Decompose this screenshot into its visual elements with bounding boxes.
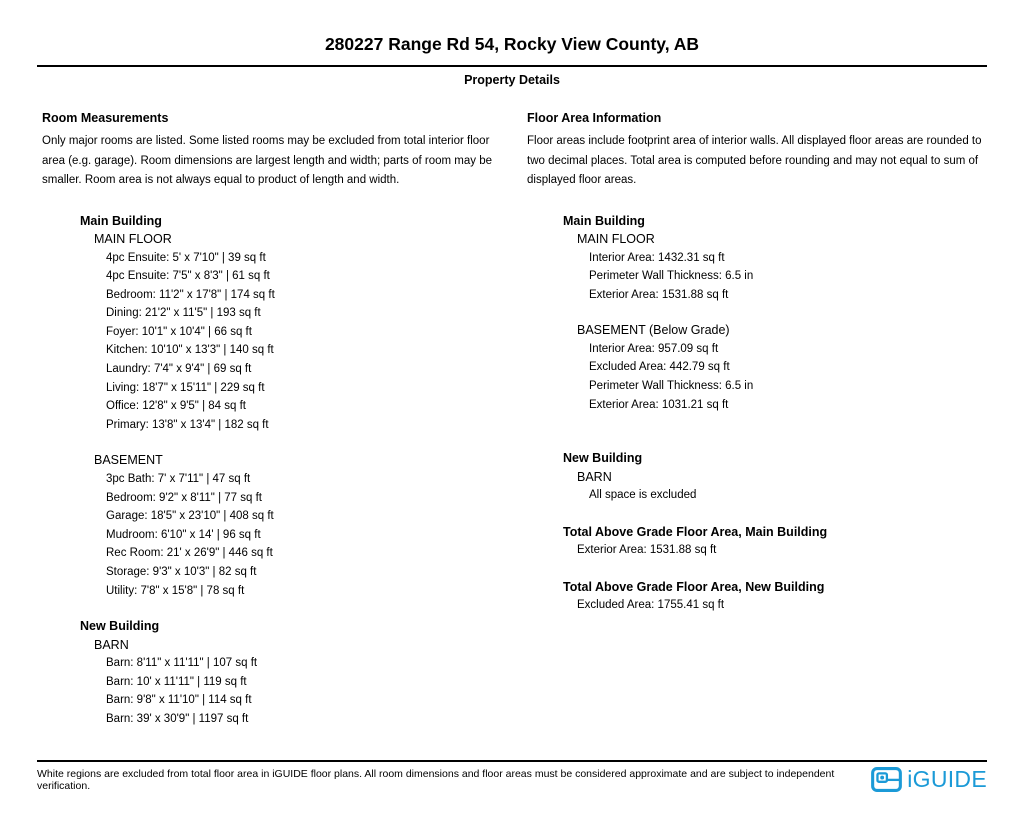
detail-line: Utility: 7'8" x 15'8" | 78 sq ft <box>106 584 245 597</box>
content-columns <box>0 111 1024 728</box>
detail-line: Excluded Area: 1755.41 sq ft <box>577 599 725 612</box>
floor-block <box>80 230 500 434</box>
room-measurements-buildings <box>80 212 500 729</box>
detail-line: Laundry: 7'4" x 9'4" | 69 sq ft <box>106 363 252 376</box>
floor-area-section <box>527 111 1024 615</box>
footer-row <box>37 767 987 792</box>
floor-area-description: Floor areas include footprint area of interior walls. All displayed floor areas are rounded to two decimal places. Total area is computed before rounding and may not equal to sum of displayed floor areas. <box>527 135 982 186</box>
building-name: Main Building <box>80 213 162 228</box>
detail-line: Exterior Area: 1031.21 sq ft <box>589 398 729 411</box>
detail-line: Dining: 21'2" x 11'5" | 193 sq ft <box>106 307 261 320</box>
iguide-camera-icon <box>871 767 902 792</box>
room-measurements-section <box>0 111 527 728</box>
floor-area-totals <box>563 523 989 615</box>
floor-block <box>80 451 500 600</box>
detail-line: 4pc Ensuite: 7'5" x 8'3" | 61 sq ft <box>106 270 270 283</box>
detail-line: Barn: 10' x 11'11" | 119 sq ft <box>106 675 247 688</box>
room-measurements-description: Only major rooms are listed. Some listed rooms may be excluded from total interior floor area (e.g. garage). Room dimensions are largest length and width; parts of room may be smaller. Room area is not always equal to product of length and width. <box>42 135 493 186</box>
footer-disclaimer: White regions are excluded from total floor area in iGUIDE floor plans. All room dimensions and floor areas must be considered approximate and are subject to independent verification. <box>37 767 835 792</box>
building-name: New Building <box>563 451 643 466</box>
detail-line: 4pc Ensuite: 5' x 7'10" | 39 sq ft <box>106 251 266 264</box>
detail-line: Perimeter Wall Thickness: 6.5 in <box>589 270 754 283</box>
floor-name: BASEMENT (Below Grade) <box>577 323 730 338</box>
detail-line: Primary: 13'8" x 13'4" | 182 sq ft <box>106 418 269 431</box>
detail-line: Barn: 9'8" x 11'10" | 114 sq ft <box>106 694 252 707</box>
detail-line: Bedroom: 9'2" x 8'11" | 77 sq ft <box>106 491 262 504</box>
detail-line: Office: 12'8" x 9'5" | 84 sq ft <box>106 400 246 413</box>
total-heading: Total Above Grade Floor Area, Main Building <box>563 524 828 539</box>
building-block <box>80 212 500 601</box>
total-block <box>563 523 989 560</box>
floor-name: BARN <box>94 637 129 652</box>
building-name: New Building <box>80 619 160 634</box>
detail-line: Living: 18'7" x 15'11" | 229 sq ft <box>106 381 265 394</box>
floor-name: MAIN FLOOR <box>577 232 655 246</box>
floor-area-heading: Floor Area Information <box>527 111 662 125</box>
detail-line: Excluded Area: 442.79 sq ft <box>589 361 730 374</box>
detail-line: Storage: 9'3" x 10'3" | 82 sq ft <box>106 565 257 578</box>
floor-area-buildings <box>563 212 989 505</box>
detail-line: All space is excluded <box>589 489 697 502</box>
detail-line: 3pc Bath: 7' x 7'11" | 47 sq ft <box>106 472 251 485</box>
detail-line: Barn: 8'11" x 11'11" | 107 sq ft <box>106 657 258 670</box>
building-block <box>80 617 500 728</box>
floor-name: BARN <box>577 469 612 484</box>
building-block <box>563 212 989 415</box>
iguide-logo <box>871 767 987 792</box>
property-details-page <box>0 34 1024 792</box>
detail-line: Mudroom: 6'10" x 14' | 96 sq ft <box>106 528 261 541</box>
total-heading: Total Above Grade Floor Area, New Building <box>563 579 825 594</box>
page-title: 280227 Range Rd 54, Rocky View County, AB <box>324 34 700 54</box>
floor-block <box>80 636 500 729</box>
total-block <box>563 578 989 615</box>
page-footer <box>37 760 987 792</box>
detail-line: Interior Area: 957.09 sq ft <box>589 342 719 355</box>
page-subtitle: Property Details <box>464 73 560 87</box>
floor-block <box>563 468 989 505</box>
footer-divider <box>37 760 987 762</box>
detail-line: Perimeter Wall Thickness: 6.5 in <box>589 379 754 392</box>
detail-line: Exterior Area: 1531.88 sq ft <box>577 544 717 557</box>
detail-line: Rec Room: 21' x 26'9" | 446 sq ft <box>106 547 273 560</box>
header-divider <box>37 65 987 67</box>
detail-line: Barn: 39' x 30'9" | 1197 sq ft <box>106 712 249 725</box>
floor-block <box>563 230 989 304</box>
detail-line: Garage: 18'5" x 23'10" | 408 sq ft <box>106 510 274 523</box>
iguide-logo-text: iGUIDE <box>907 766 987 792</box>
detail-line: Exterior Area: 1531.88 sq ft <box>589 288 729 301</box>
detail-line: Foyer: 10'1" x 10'4" | 66 sq ft <box>106 325 252 338</box>
building-name: Main Building <box>563 213 645 228</box>
detail-line: Interior Area: 1432.31 sq ft <box>589 251 725 264</box>
floor-block <box>563 321 989 414</box>
detail-line: Bedroom: 11'2" x 17'8" | 174 sq ft <box>106 288 275 301</box>
detail-line: Kitchen: 10'10" x 13'3" | 140 sq ft <box>106 344 274 357</box>
floor-name: MAIN FLOOR <box>94 232 172 246</box>
floor-name: BASEMENT <box>94 453 163 468</box>
building-block <box>563 449 989 505</box>
page-header <box>0 34 1024 87</box>
room-measurements-heading: Room Measurements <box>42 111 169 125</box>
